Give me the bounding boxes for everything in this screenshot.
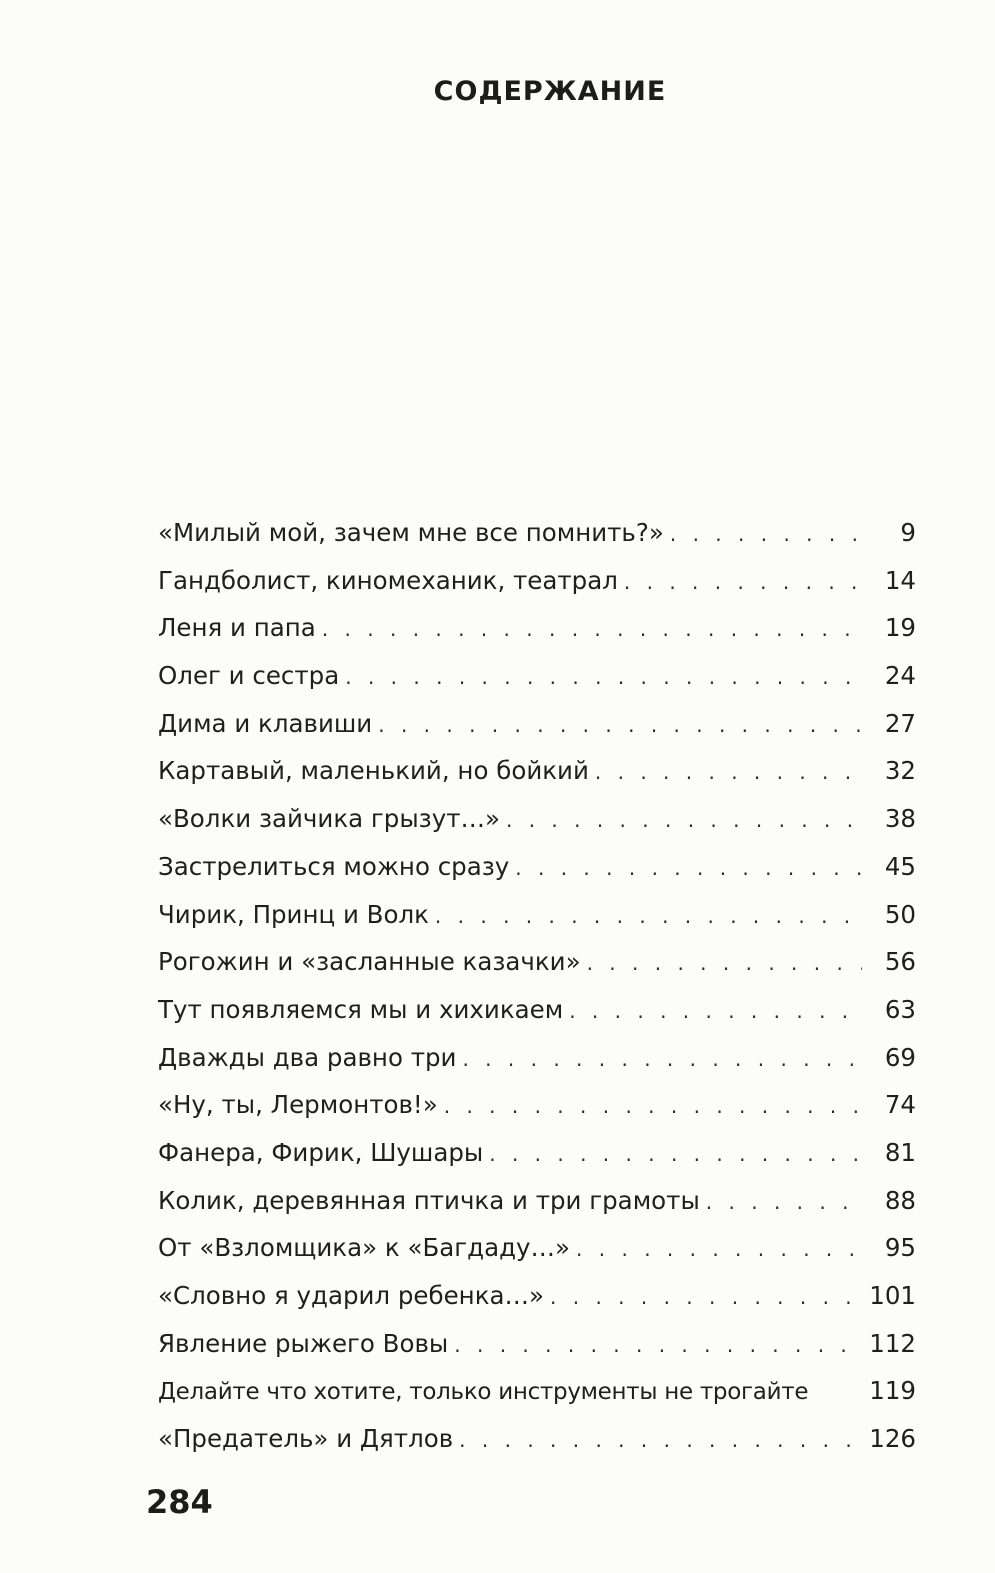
toc-entry-page: 14	[884, 565, 916, 595]
dot-leader	[489, 1142, 862, 1166]
dot-leader	[435, 904, 862, 928]
toc-entry	[158, 518, 916, 566]
toc-entry-page: 95	[884, 1233, 916, 1263]
toc-entry-title: Застрелиться можно сразу	[158, 851, 510, 881]
toc-entry-page: 101	[869, 1281, 916, 1310]
toc-entry	[158, 1138, 916, 1186]
dot-leader	[595, 760, 862, 784]
toc-entry	[158, 900, 916, 948]
toc-entry-page: 9	[900, 518, 916, 547]
toc-entry-page: 63	[884, 994, 916, 1024]
toc-entry	[158, 995, 916, 1043]
toc-entry-title: Олег и сестра	[158, 661, 340, 691]
dot-leader	[454, 1333, 862, 1357]
toc-entry	[158, 1186, 916, 1234]
toc-entry-title: Дважды два равно три	[158, 1042, 457, 1072]
dot-leader	[444, 1094, 862, 1118]
toc-entry-title: Дима и клавиши	[158, 708, 373, 738]
toc-entry-title: Фанера, Фирик, Шушары	[158, 1137, 484, 1167]
toc-entry-title: «Волки зайчика грызут…»	[158, 804, 500, 834]
toc-entry-title: «Милый мой, зачем мне все помнить?»	[158, 518, 664, 547]
toc-entry-title: Леня и папа	[158, 613, 316, 643]
dot-leader	[670, 522, 862, 546]
toc-entry-page: 81	[884, 1137, 916, 1167]
dot-leader	[576, 1237, 862, 1261]
toc-entry-title: Картавый, маленький, но бойкий	[158, 756, 589, 786]
toc-entry-page: 112	[869, 1328, 916, 1358]
toc-entry	[158, 566, 916, 614]
toc-entry	[158, 1376, 916, 1424]
toc-entry	[158, 1043, 916, 1091]
toc-entry-page: 56	[884, 947, 916, 977]
toc-entry-page: 126	[869, 1424, 916, 1454]
dot-leader	[506, 808, 862, 832]
toc-entry-page: 69	[884, 1042, 916, 1072]
toc-entry-page: 19	[884, 613, 916, 643]
page-number: 284	[146, 1483, 213, 1521]
toc-entry	[158, 756, 916, 804]
toc-entry-page: 27	[884, 708, 916, 738]
dot-leader	[569, 999, 862, 1023]
toc-entry-title: Чирик, Принц и Волк	[158, 899, 429, 929]
dot-leader	[587, 951, 862, 975]
dot-leader	[378, 713, 862, 737]
toc-entry-title: Делайте что хотите, только инструменты не трогайте	[158, 1379, 809, 1406]
dot-leader	[515, 856, 862, 880]
toc-entry	[158, 661, 916, 709]
toc-entry-page: 50	[884, 899, 916, 929]
toc-entry	[158, 613, 916, 661]
toc-entry-page: 32	[884, 756, 916, 786]
toc-entry-title: Гандболист, киномеханик, театрал	[158, 565, 618, 595]
toc-entry	[158, 709, 916, 757]
dot-leader	[459, 1428, 862, 1452]
toc-entry	[158, 1329, 916, 1377]
toc-entry	[158, 1424, 916, 1472]
toc-entry-page: 24	[884, 661, 916, 691]
toc-entry-title: «Ну, ты, Лермонтов!»	[158, 1090, 438, 1120]
toc-entry	[158, 852, 916, 900]
toc-entry-title: От «Взломщика» к «Багдаду…»	[158, 1233, 571, 1263]
dot-leader	[706, 1190, 862, 1214]
toc-entry	[158, 1233, 916, 1281]
toc-entry-title: «Предатель» и Дятлов	[158, 1424, 454, 1454]
toc-entry-page: 45	[884, 851, 916, 881]
table-of-contents	[158, 518, 916, 1472]
toc-entry	[158, 947, 916, 995]
toc-entry-title: Явление рыжего Вовы	[158, 1328, 449, 1358]
toc-entry	[158, 1090, 916, 1138]
toc-entry-page: 74	[884, 1090, 916, 1120]
page-title: СОДЕРЖАНИЕ	[433, 76, 667, 107]
dot-leader	[462, 1047, 862, 1071]
toc-entry-page: 38	[884, 804, 916, 834]
toc-entry-page: 88	[884, 1185, 916, 1215]
dot-leader	[550, 1285, 862, 1309]
dot-leader	[624, 570, 862, 594]
dot-leader	[322, 617, 862, 641]
dot-leader	[345, 665, 862, 689]
toc-entry	[158, 804, 916, 852]
toc-entry-page: 119	[869, 1376, 916, 1406]
toc-entry-title: Колик, деревянная птичка и три грамоты	[158, 1185, 700, 1215]
toc-entry	[158, 1281, 916, 1329]
toc-entry-title: Рогожин и «засланные казачки»	[158, 947, 581, 977]
toc-entry-title: Тут появляемся мы и хихикаем	[158, 994, 564, 1024]
toc-entry-title: «Словно я ударил ребенка…»	[158, 1281, 545, 1310]
